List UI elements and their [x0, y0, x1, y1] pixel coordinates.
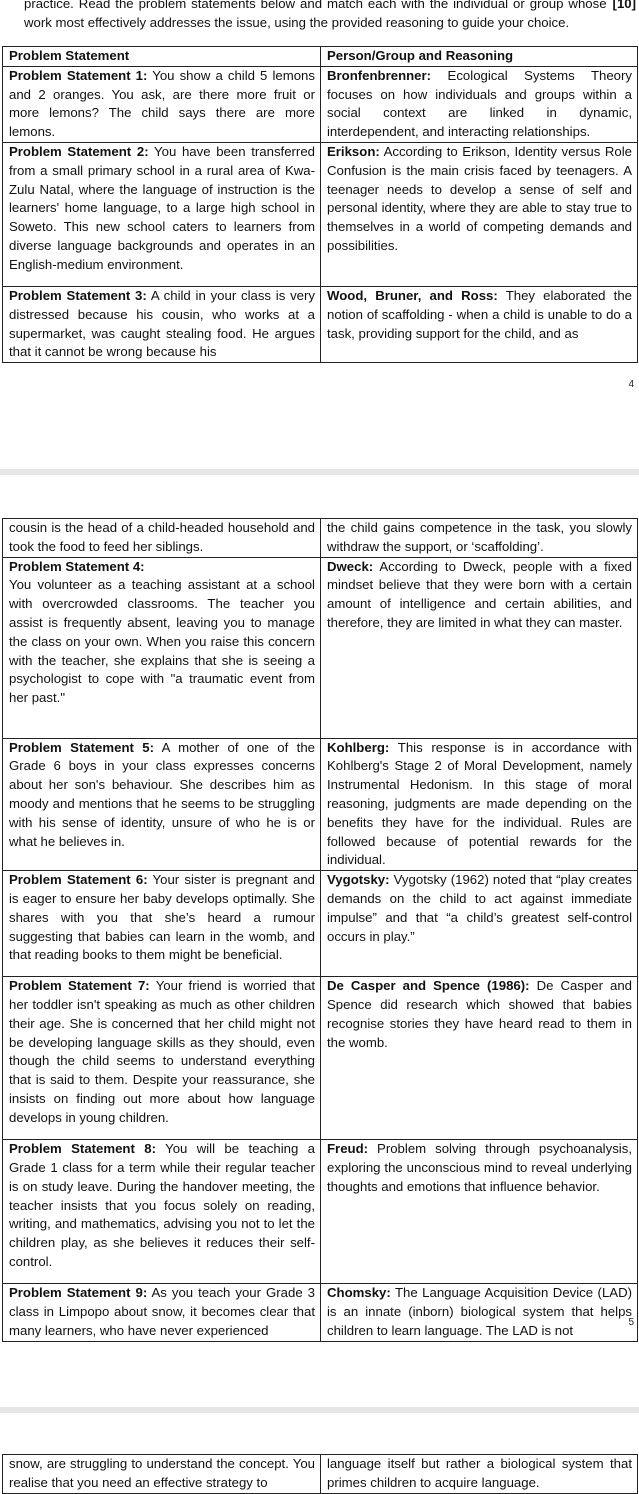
reasoning-text: Problem solving through psychoanalysis, exploring the unconscious mind to reveal underlying thoughts and emotions that influence behavior. [327, 1141, 632, 1194]
person-label: Chomsky: [327, 1285, 391, 1301]
problem-statement-cell [3, 66, 321, 142]
problem-statement-text: As you teach your Grade 3 class in Limpopo about snow, it becomes clear that many learners, who have never experienced [9, 1285, 315, 1338]
problem-statement-text: snow, are struggling to understand the concept. You realise that you need an effective strategy to [9, 1456, 315, 1490]
table-row [3, 977, 638, 1140]
page-divider [0, 1407, 639, 1413]
problem-statement-label: Problem Statement 7: [9, 978, 150, 994]
table-row [3, 738, 638, 871]
problem-statement-cell [3, 557, 321, 738]
reasoning-cell [321, 871, 638, 977]
reasoning-cell [321, 557, 638, 738]
reasoning-cell [321, 1455, 638, 1494]
page-number: 4 [628, 379, 634, 390]
problem-statement-label: Problem Statement 6: [9, 872, 148, 888]
problem-statement-cell [3, 1455, 321, 1494]
table-row [3, 1140, 638, 1284]
person-label: Wood, Bruner, and Ross: [327, 287, 498, 303]
reasoning-cell [321, 286, 638, 362]
problem-statement-cell [3, 286, 321, 362]
reasoning-text: Ecological Systems Theory focuses on how individuals and groups within a social context are linked in dynamic, interdependent, and interacting relationships. [327, 67, 632, 140]
problem-statement-text: A child in your class is very distressed because his cousin, who works at a supermarket, was caught stealing food. He argues that it cannot be wrong because his [9, 287, 315, 360]
person-label: Vygotsky: [327, 872, 390, 888]
problem-statement-label: Problem Statement 9: [9, 1285, 148, 1301]
problem-statement-label: Problem Statement 4: [9, 558, 145, 574]
table-row [3, 519, 638, 558]
problem-statement-text: A mother of one of the Grade 6 boys in your class expresses concerns about her son's behaviour. She describes him as moody and mentions that he seems to be struggling with his sense of identity, unsure of who he is or what he believes in. [9, 739, 316, 849]
table-row [3, 66, 638, 142]
table-row [3, 557, 638, 738]
reasoning-text: This response is in accordance with Kohlberg's Stage 2 of Moral Development, namely Instrumental Hedonism. In this stage of moral reasoning, judgments are made depending on the benefits they have for the individual. Rules are followed because of potential rewards for the individual. [327, 739, 632, 868]
problem-statement-text: Your sister is pregnant and is eager to ensure her baby develops optimally. She shares with you that she’s heard a rumour suggesting that babies can learn in the womb, and that reading books to them might be beneficial. [9, 872, 315, 963]
problem-statement-text: Your friend is worried that her toddler isn't speaking as much as other children their age. She is concerned that her child might not be developing language skills as they should, even though the child seems to understand everything that is said to them. Despite your reassurance, she insists on finding out more about how language develops in young children. [9, 978, 315, 1125]
problem-statement-label: Problem Statement 5: [9, 739, 155, 755]
problem-statement-cell [3, 738, 321, 871]
table-row [3, 1455, 638, 1494]
reasoning-text: The Language Acquisition Device (LAD) is an innate (inborn) biological system that helps children to learn language. The LAD is not [327, 1285, 632, 1338]
problem-statement-label: Problem Statement 2: [9, 143, 149, 159]
problem-statement-label: Problem Statement 8: [9, 1141, 156, 1157]
person-label: Erikson: [327, 143, 380, 159]
reasoning-cell [321, 1284, 638, 1341]
reasoning-cell [321, 142, 638, 286]
problem-statement-text: You will be teaching a Grade 1 class for a term while their regular teacher is on study leave. During the handover meeting, the teacher insists that you focus solely on reading, writing, and mathematics, advising you not to let the children play, as she believes it reduces their self-control. [9, 1141, 315, 1269]
table-row [3, 1284, 638, 1341]
header-problem-statement: Problem Statement [3, 47, 321, 67]
reasoning-cell [321, 738, 638, 871]
reasoning-cell [321, 977, 638, 1140]
reasoning-text: Vygotsky (1962) noted that “play creates demands on the child to act against immediate impulse” and that “a child’s greatest self-control occurs in play.” [327, 872, 632, 944]
matching-table-page-4 [2, 46, 638, 363]
matching-table-page-5 [2, 518, 638, 1342]
reasoning-text: De Casper and Spence did research which showed that babies recognise stories they have heard read to them in the womb. [327, 978, 632, 1050]
problem-statement-text: You have been transferred from a small primary school in a rural area of Kwa-Zulu Natal, where the language of instruction is the learners' home language, to a large high school in Soweto. This new school caters to learners from diverse language backgrounds and operates in an English-medium environment. [9, 143, 315, 272]
header-person-group: Person/Group and Reasoning [321, 47, 638, 67]
person-label: Freud: [327, 1141, 369, 1157]
problem-statement-cell [3, 1284, 321, 1341]
page-number: 5 [628, 1317, 634, 1328]
marks-label: [10] [612, 0, 636, 11]
instructions-text: practice. Read the problem statements below and match each with the individual or group whose work most effectively addresses the issue, using the provided reasoning to guide your choice. [24, 0, 607, 30]
problem-statement-label: Problem Statement 1: [9, 67, 148, 83]
reasoning-text: the child gains competence in the task, you slowly withdraw the support, or ‘scaffolding’. [327, 520, 632, 554]
problem-statement-text: cousin is the head of a child-headed household and took the food to feed her siblings. [9, 520, 315, 554]
table-row [3, 871, 638, 977]
problem-statement-label: Problem Statement 3: [9, 287, 147, 303]
problem-statement-cell [3, 519, 321, 558]
table-row [3, 142, 638, 286]
problem-statement-cell [3, 1140, 321, 1284]
table-header-row [3, 47, 638, 67]
reasoning-text: They elaborated the notion of scaffolding - when a child is unable to do a task, providing support for the child, and as [327, 287, 632, 341]
reasoning-text: According to Dweck, people with a fixed mindset believe that they were born with a certain amount of intelligence and certain abilities, and therefore, they are limited in what they can master. [327, 558, 632, 630]
page-divider [0, 469, 639, 475]
matching-table-page-6 [2, 1454, 638, 1494]
problem-statement-text: You volunteer as a teaching assistant at a school with overcrowded classrooms. The teacher you assist is frequently absent, leaving you to manage the class on your own. When you raise this concern with the teacher, she explains that she is seeing a psychologist to cope with "a traumatic event from her past." [9, 577, 315, 706]
reasoning-text: According to Erikson, Identity versus Role Confusion is the main crisis faced by teenagers. A teenager needs to develop a sense of self and personal identity, where they are able to stay true to themselves in a world of competing demands and possibilities. [327, 143, 632, 253]
problem-statement-cell [3, 142, 321, 286]
table-row [3, 286, 638, 362]
reasoning-cell [321, 1140, 638, 1284]
person-label: De Casper and Spence (1986): [327, 978, 530, 994]
person-label: Dweck: [327, 558, 374, 574]
reasoning-text: language itself but rather a biological system that primes children to acquire language. [327, 1456, 632, 1490]
reasoning-cell [321, 519, 638, 558]
person-label: Bronfenbrenner: [327, 67, 432, 83]
instructions [24, 0, 636, 32]
reasoning-cell [321, 66, 638, 142]
person-label: Kohlberg: [327, 739, 390, 755]
problem-statement-cell [3, 871, 321, 977]
problem-statement-text: You show a child 5 lemons and 2 oranges. You ask, are there more fruit or more lemons? The child says there are more lemons. [9, 67, 315, 140]
problem-statement-cell [3, 977, 321, 1140]
